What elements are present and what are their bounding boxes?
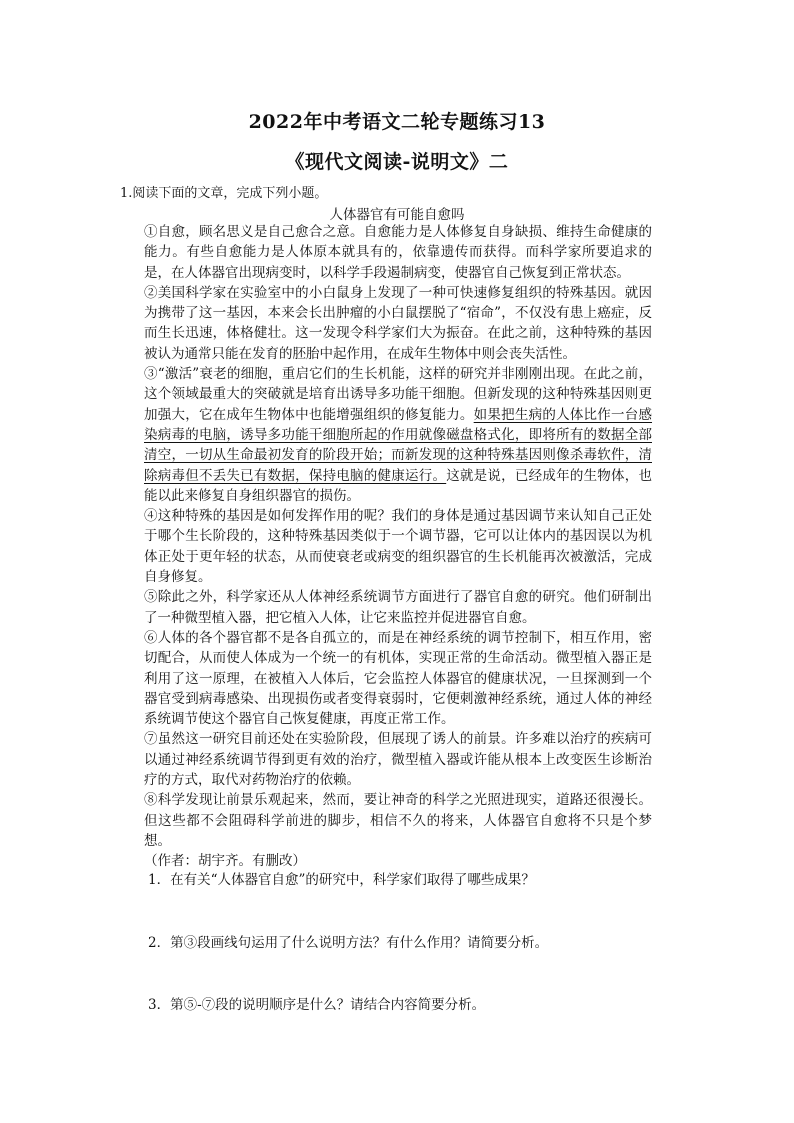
article-body (144, 222, 652, 872)
paragraph-3-tail: 这就是说，已经成年的生物体，也能以此来修复自身组织器官的损伤。 (144, 467, 653, 504)
paragraph-4: ④这种特殊的基因是如何发挥作用的呢？我们的身体是通过基因调节来认知自己正处于哪个生长阶段的，这种特殊基因类似于一个调节器，它可以让体内的基因误以为机体正处于更年轻的状态，从而使衰老或病变的组织器官的生长机能再次被激活，完成自身修复。 (144, 508, 652, 586)
question-3: 3．第⑤-⑦段的说明顺序是什么？请结合内容简要分析。 (148, 997, 486, 1013)
document-subtitle: 《现代文阅读-说明文》二 (285, 151, 509, 173)
paragraph-3 (144, 364, 652, 506)
paragraph-1: ①自愈，顾名思义是自己愈合之意。自愈能力是人体修复自身缺损、维持生命健康的能力。有些自愈能力是人体原本就具有的，依靠遗传而获得。而科学家所要追求的是，在人体器官出现病变时，以科学手段遏制病变，使器官自己恢复到正常状态。 (144, 224, 652, 281)
article-title: 人体器官有可能自愈吗 (329, 207, 465, 223)
question-2: 2．第③段画线句运用了什么说明方法？有什么作用？请简要分析。 (148, 935, 549, 951)
paragraph-6: ⑥人体的各个器官都不是各自孤立的，而是在神经系统的调节控制下，相互作用，密切配合，从而使人体成为一个统一的有机体，实现正常的生命活动。微型植入器正是利用了这一原理，在被植入人体后，它会监控人体器官的健康状况，一旦探测到一个器官受到病毒感染、出现损伤或者变得衰弱时，它便刺激神经系统，通过人体的神经系统调节使这个器官自己恢复健康，再度正常工作。 (144, 629, 652, 728)
paragraph-2: ②美国科学家在实验室中的小白鼠身上发现了一种可快速修复组织的特殊基因。就因为携带了这一基因，本来会长出肿瘤的小白鼠摆脱了“宿命”，不仅没有患上癌症，反而生长迅速，体格健壮。这一发现令科学家们大为振奋。在此之前，这种特殊的基因被认为通常只能在发育的胚胎中起作用，在成年生物体中则会丧失活性。 (144, 284, 652, 362)
document-title: 2022年中考语文二轮专题练习13 (248, 111, 546, 133)
paragraph-5: ⑤除此之外，科学家还从人体神经系统调节方面进行了器官自愈的研究。他们研制出了一种微型植入器，把它植入人体，让它来监控并促进器官自愈。 (144, 589, 652, 626)
paragraph-8: ⑧科学发现让前景乐观起来，然而，要让神奇的科学之光照进现实，道路还很漫长。但这些都不会阻碍科学前进的脚步，相信不久的将来，人体器官自愈将不只是个梦想。 (144, 792, 652, 849)
underlined-sentence: 如果把生病的人体比作一台感染病毒的电脑，诱导多功能干细胞所起的作用就像磁盘格式化，即将所有的数据全部清空，一切从生命最初发育的阶段开始；而新发现的这种特殊基因则像杀毒软件，清除病毒但不丢失已有数据，保持电脑的健康运行。 (144, 406, 653, 484)
question-intro: 1.阅读下面的文章，完成下列小题。 (120, 186, 328, 201)
paragraph-3-lead: ③“激活”衰老的细胞，重启它们的生长机能，这样的研究并非刚刚出现。在此之前，这个领域最重大的突破就是培育出诱导多功能干细胞。但新发现的这种特殊基因则更加强大，它在成年生物体中也能增强组织的修复能力。 (144, 366, 652, 423)
author-note: （作者：胡宇齐。有删改） (144, 853, 306, 870)
paragraph-7: ⑦虽然这一研究目前还处在实验阶段，但展现了诱人的前景。许多难以治疗的疾病可以通过神经系统调节得到更有效的治疗，微型植入器或许能从根本上改变医生诊断治疗的方式，取代对药物治疗的依赖。 (144, 731, 652, 789)
question-1: 1．在有关“人体器官自愈”的研究中，科学家们取得了哪些成果？ (148, 872, 535, 888)
